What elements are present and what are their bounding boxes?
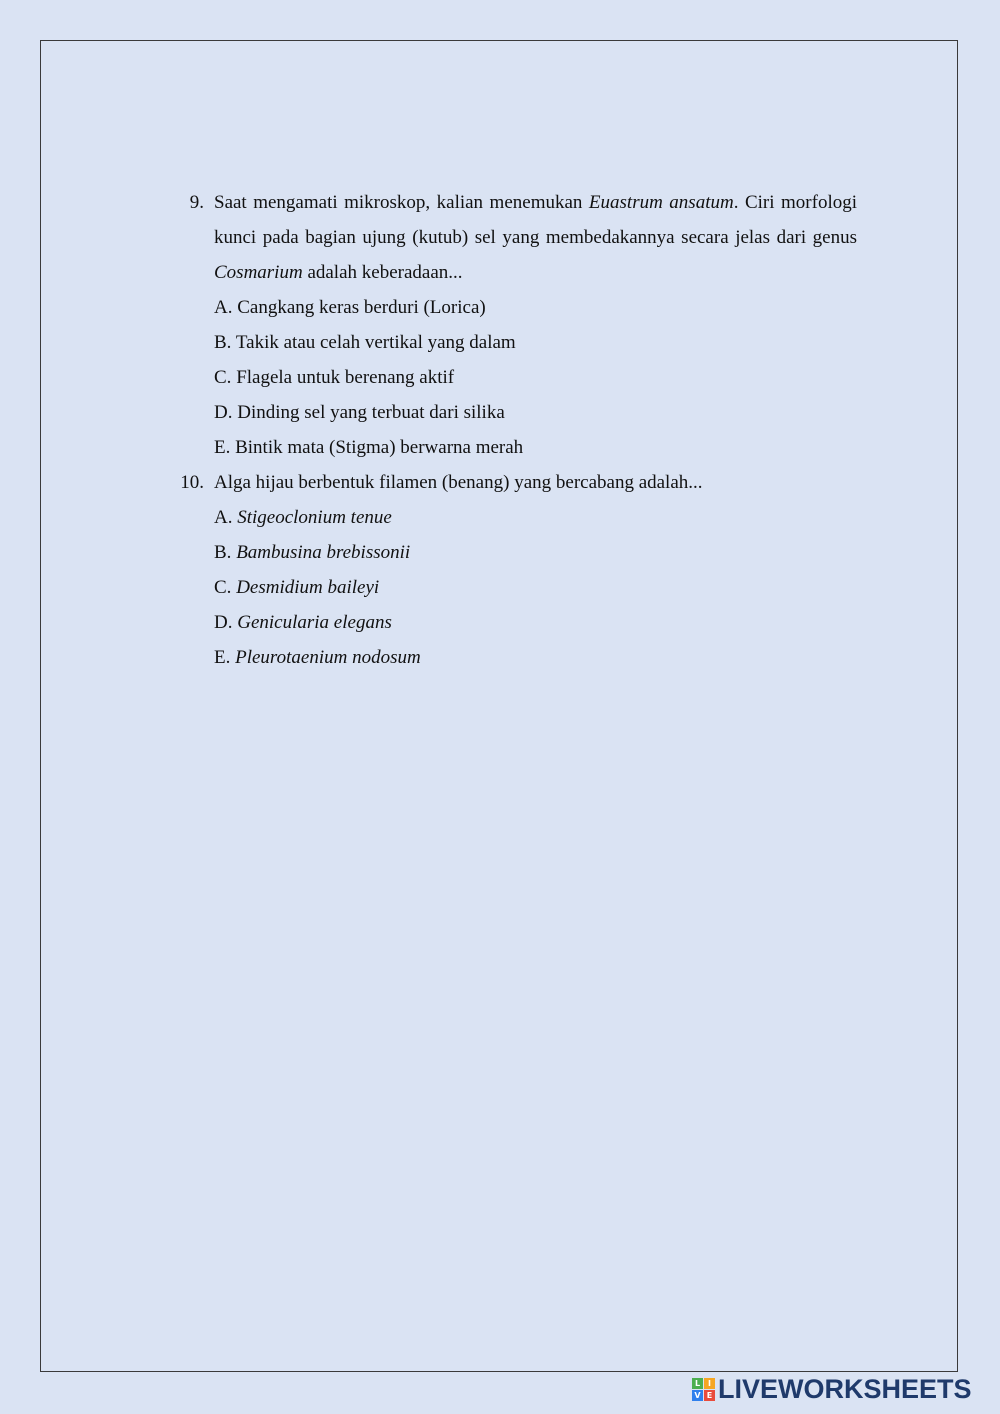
question-number: 9. bbox=[189, 192, 204, 213]
brand-name: LIVEWORKSHEETS bbox=[718, 1374, 972, 1404]
option-b[interactable]: B. Takik atau celah vertikal yang dalam bbox=[214, 332, 516, 353]
liveworksheets-logo[interactable] bbox=[692, 1374, 972, 1405]
question-number: 10. bbox=[180, 472, 204, 493]
question-text: Alga hijau berbentuk filamen (benang) yang bercabang adalah... bbox=[214, 472, 703, 493]
option-d[interactable]: D. Genicularia elegans bbox=[214, 612, 392, 633]
option-d[interactable]: D. Dinding sel yang terbuat dari silika bbox=[214, 402, 505, 423]
option-e[interactable]: E. Bintik mata (Stigma) berwarna merah bbox=[214, 437, 524, 458]
option-b[interactable]: B. Bambusina brebissonii bbox=[214, 542, 411, 563]
question-10 bbox=[170, 465, 857, 500]
option-c[interactable]: C. Flagela untuk berenang aktif bbox=[214, 367, 455, 388]
question-text: Saat mengamati mikroskop, kalian menemukan Euastrum ansatum. Ciri morfologi kunci pada bagian ujung (kutub) sel yang membedakannya secara jelas dari genus Cosmarium adalah keberadaan... bbox=[214, 192, 858, 283]
question-9 bbox=[170, 185, 857, 675]
option-e[interactable]: E. Pleurotaenium nodosum bbox=[214, 647, 421, 668]
option-a[interactable]: A. Stigeoclonium tenue bbox=[214, 507, 392, 528]
option-c[interactable]: C. Desmidium baileyi bbox=[214, 577, 380, 598]
option-a[interactable]: A. Cangkang keras berduri (Lorica) bbox=[214, 297, 486, 318]
species-name: Euastrum ansatum bbox=[588, 192, 734, 213]
logo-icon: L I V E bbox=[692, 1378, 715, 1401]
genus-name: Cosmarium bbox=[214, 262, 303, 283]
